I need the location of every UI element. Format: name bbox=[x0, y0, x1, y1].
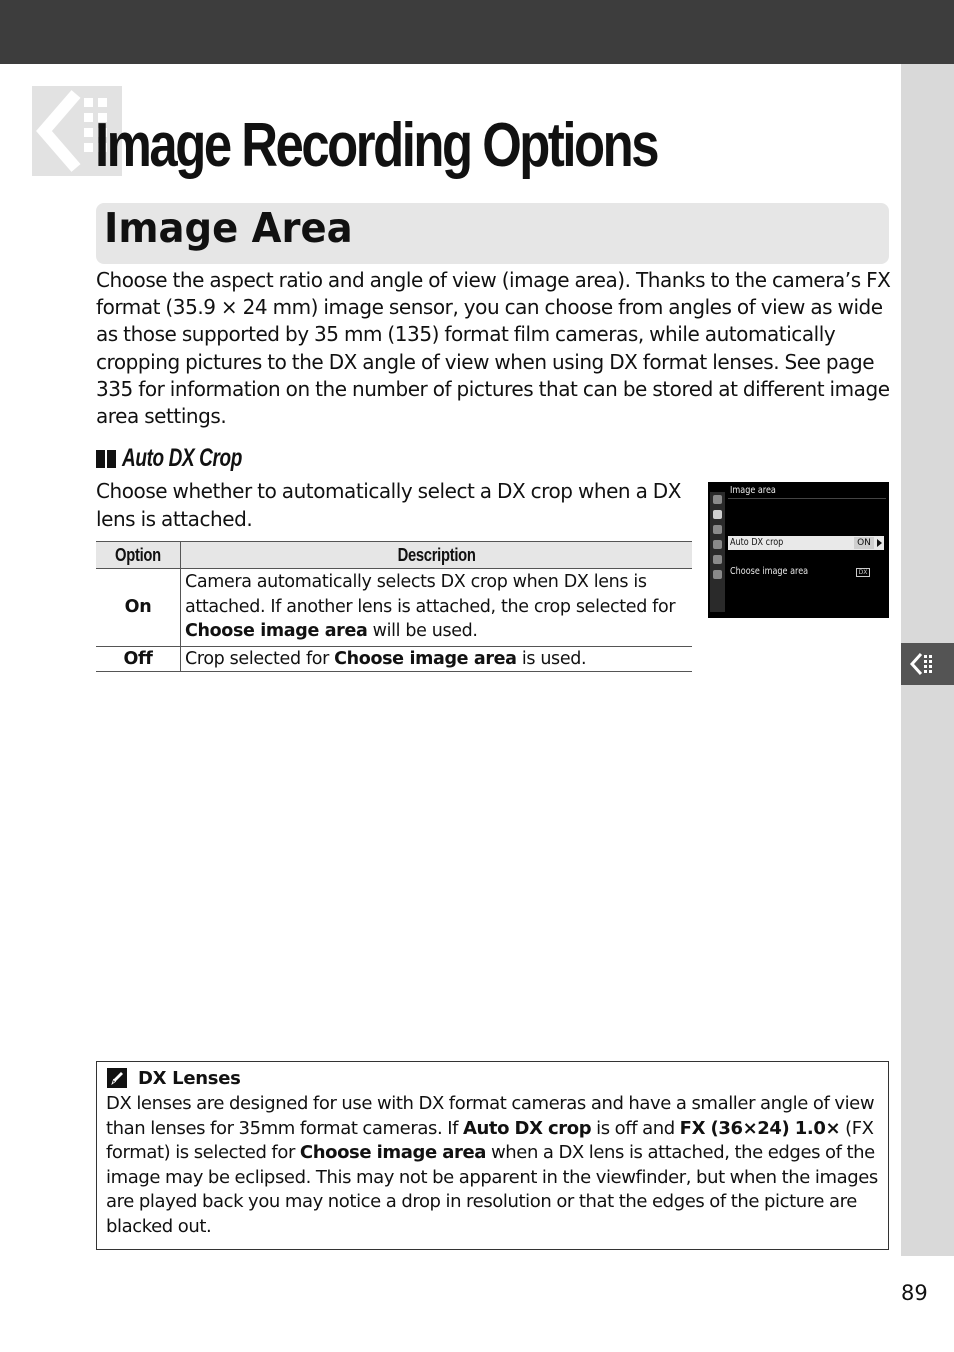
image-recording-tab-icon bbox=[909, 651, 937, 677]
menu-row-value: ON bbox=[854, 537, 874, 549]
section-title: Image Area bbox=[104, 204, 353, 252]
description-cell: Camera automatically selects DX crop when DX lens is attached. If another lens is attached, the crop selected for Choose image area will be used. bbox=[181, 569, 693, 647]
note-title: DX Lenses bbox=[138, 1068, 241, 1089]
options-table bbox=[96, 541, 692, 672]
subsection-title: Auto DX Crop bbox=[122, 444, 242, 472]
camera-menu-screenshot bbox=[708, 482, 889, 618]
menu-row-auto-dx-crop bbox=[728, 536, 884, 550]
menu-row-label: Auto DX crop bbox=[730, 537, 784, 548]
note-box bbox=[96, 1061, 889, 1250]
chapter-tab[interactable] bbox=[901, 643, 954, 685]
page-number: 89 bbox=[901, 1281, 928, 1305]
table-header-description: Description bbox=[181, 542, 693, 569]
pencil-note-icon bbox=[107, 1068, 127, 1088]
intro-paragraph: Choose the aspect ratio and angle of view (image area). Thanks to the camera’s FX format (35.9 × 24 mm) image sensor, you can choose from angles of view as wide as those supported by 35 mm (135) format film cameras, while automatically cropping pictures to the DX angle of view when using DX format lenses. See page 335 for information on the number of pictures that can be stored at different image area settings. bbox=[96, 268, 891, 429]
chapter-title: Image Recording Options bbox=[95, 111, 658, 180]
setup-menu-icon bbox=[713, 540, 722, 549]
retouch-menu-icon bbox=[713, 555, 722, 564]
chevron-right-icon bbox=[877, 539, 882, 547]
playback-menu-icon bbox=[713, 495, 722, 504]
camera-menu-icon bbox=[713, 510, 722, 519]
option-cell: On bbox=[96, 569, 181, 647]
table-row bbox=[96, 569, 692, 647]
table-header-option: Option bbox=[96, 542, 181, 569]
heading-marker-icon bbox=[96, 450, 118, 468]
camera-screen-title: Image area bbox=[730, 485, 776, 496]
description-cell: Crop selected for Choose image area is used. bbox=[181, 646, 693, 672]
table-row bbox=[96, 646, 692, 672]
custom-settings-icon bbox=[713, 525, 722, 534]
divider bbox=[728, 498, 886, 499]
my-menu-icon bbox=[713, 570, 722, 579]
dx-format-icon: DX bbox=[856, 568, 870, 577]
note-body: DX lenses are designed for use with DX format cameras and have a smaller angle of view than lenses for 35mm format cameras. If Auto DX crop is off and FX (36×24) 1.0× (FX format) is selected for Choose image area when a DX lens is attached, the edges of the image may be eclipsed. This may not be apparent in the viewfinder, but when the images are played back you may notice a drop in resolution or that the edges of the picture are blacked out. bbox=[106, 1093, 878, 1237]
menu-tab-icons bbox=[710, 492, 725, 612]
top-bar bbox=[0, 0, 954, 64]
menu-row-choose-image-area: Choose image area bbox=[730, 566, 809, 577]
option-cell: Off bbox=[96, 646, 181, 672]
subsection-text: Choose whether to automatically select a DX crop when a DX lens is attached. bbox=[96, 479, 681, 531]
